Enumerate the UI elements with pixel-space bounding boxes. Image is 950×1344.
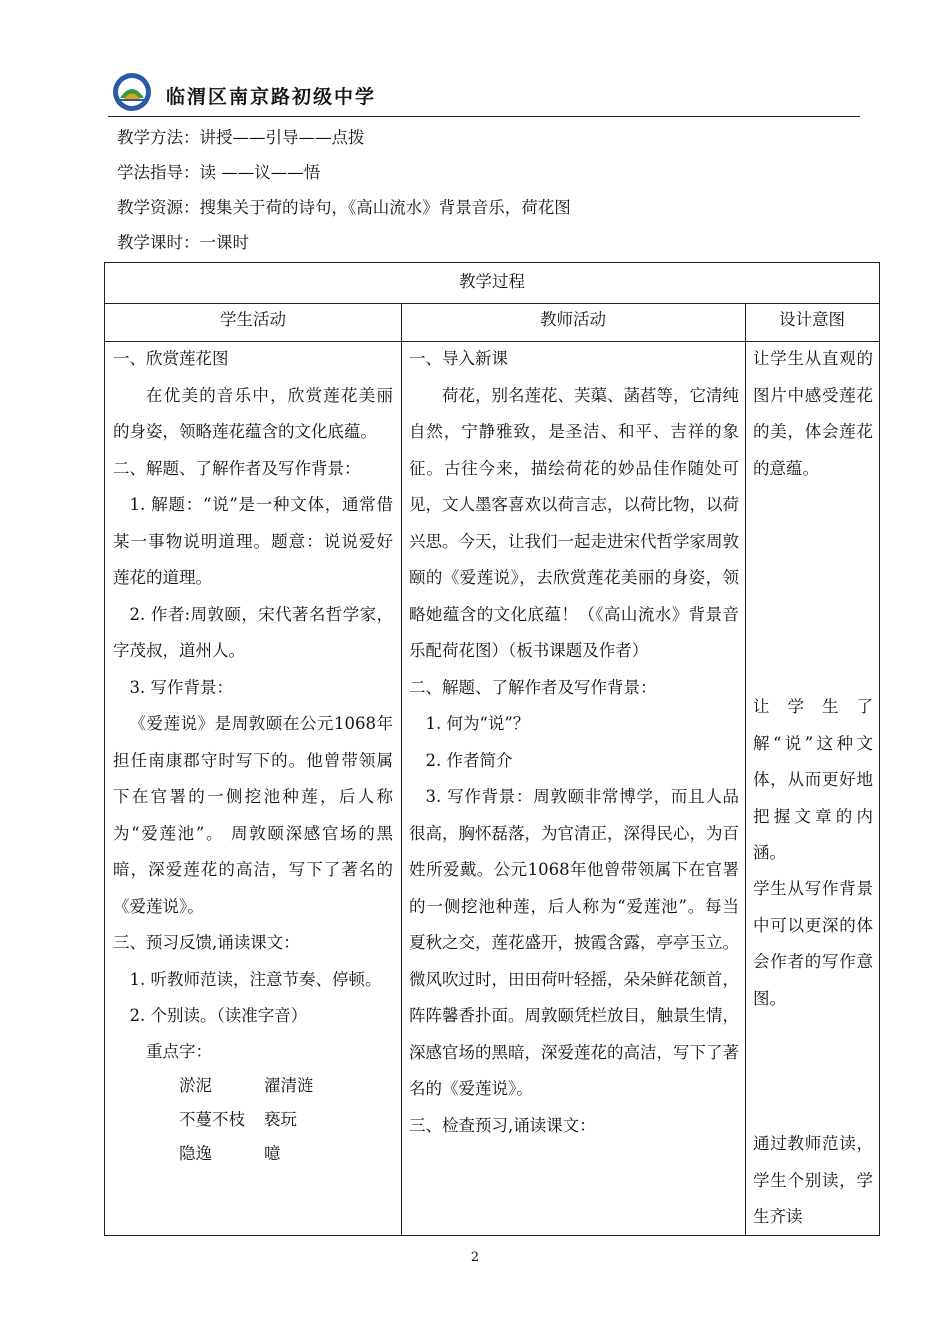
teacher-activity-column [409, 341, 739, 1144]
student-line: 2. 作者:周敦颐，宋代著名哲学家，字茂叔，道州人。 [113, 604, 393, 660]
word-row [113, 1137, 393, 1171]
column-divider [401, 303, 402, 1235]
meta-guidance: 学法指导：读 ——议——悟 [117, 163, 321, 182]
table-header-row [105, 303, 879, 342]
key-word: 噫 [264, 1143, 281, 1163]
word-row [113, 1069, 393, 1103]
teacher-line: 二、解题、了解作者及写作背景： [409, 677, 657, 697]
header-rule [108, 116, 860, 117]
key-word: 隐逸 [179, 1143, 212, 1163]
meta-method: 教学方法：讲授——引导——点拨 [117, 128, 365, 147]
student-line: 二、解题、了解作者及写作背景： [113, 458, 361, 478]
meta-hours: 教学课时：一课时 [117, 233, 249, 252]
student-line: 《爱莲说》是周敦颐在公元1068年担任南康郡守时写下的。他曾带领属下在官署的一侧挖池种莲，后人称为“爱莲池”。 周敦颐深感官场的黑暗，深爱莲花的高洁，写下了著名的《爱莲说》。 [113, 714, 393, 916]
word-row [113, 1103, 393, 1137]
page-number: 2 [470, 1250, 480, 1265]
meta-resources: 教学资源：搜集关于荷的诗句，《高山流水》背景音乐，荷花图 [117, 198, 571, 217]
key-word: 淤泥 [179, 1075, 212, 1095]
header-student: 学生活动 [220, 310, 286, 329]
teacher-line: 三、检查预习,诵读课文： [409, 1115, 596, 1135]
teacher-line: 3. 写作背景：周敦颐非常博学，而且人品很高，胸怀磊落，为官清正，深得民心，为百姓所爱戴。公元1068年他曾带领属下在官署的一侧挖池种莲，后人称为“爱莲池”。每当夏秋之交，莲花盛开，披霞含露，亭亭玉立。微风吹过时，田田荷叶轻摇，朵朵鲜花颔首，阵阵馨香扑面。周敦颐凭栏放目，触景生情，深感官场的黑暗，深爱莲花的高洁，写下了著名的《爱莲说》。 [409, 787, 739, 1098]
table-title: 教学过程 [459, 272, 525, 291]
student-line: 2. 个别读。（读准字音） [129, 1006, 308, 1025]
table-title-row [105, 263, 879, 304]
key-word: 不蔓不枝 [179, 1109, 245, 1129]
student-line: 1. 听教师范读，注意节奏、停顿。 [129, 969, 382, 989]
intent-paragraph: 学生从写作背景中可以更深的体会作者的写作意图。 [753, 879, 873, 1008]
header-teacher: 教师活动 [540, 310, 606, 329]
school-logo [112, 72, 152, 112]
key-word: 濯清涟 [264, 1075, 314, 1095]
student-line: 1. 解题：“说”是一种文体，通常借某一事物说明道理。题意：说说爱好莲花的道理。 [113, 495, 393, 587]
student-line: 3. 写作背景： [129, 677, 233, 697]
intent-paragraph: 通过教师范读，学生个别读，学生齐读 [753, 1134, 873, 1226]
header-intent: 设计意图 [779, 310, 845, 329]
intent-paragraph: 让学生从直观的图片中感受莲花的美，体会莲花的意蕴。 [753, 349, 873, 478]
column-divider [745, 303, 746, 1235]
student-line: 三、预习反馈,诵读课文： [113, 933, 300, 952]
design-intent-column [753, 341, 873, 1226]
student-activity-column [113, 341, 393, 1171]
school-name: 临渭区南京路初级中学 [166, 86, 377, 108]
teacher-line: 荷花，别名莲花、芙蕖、菡萏等，它清纯自然，宁静雅致，是圣洁、和平、吉祥的象征。古往今来，描绘荷花的妙品佳作随处可见，文人墨客喜欢以荷言志，以荷比物，以荷兴思。今天，让我们一起走进宋代哲学家周敦颐的《爱莲说》，去欣赏莲花美丽的身姿，领略她蕴含的文化底蕴！（《高山流水》背景音乐配荷花图）（板书课题及作者） [409, 385, 739, 660]
student-line: 一、欣赏莲花图 [113, 349, 229, 368]
teacher-line: 一、导入新课 [409, 349, 508, 368]
key-word: 亵玩 [264, 1109, 297, 1129]
teaching-process-table [104, 262, 880, 1236]
student-line: 在优美的音乐中，欣赏莲花美丽的身姿，领略莲花蕴含的文化底蕴。 [113, 385, 393, 441]
page-header [108, 70, 860, 116]
student-line: 重点字： [146, 1041, 212, 1061]
teacher-line: 2. 作者简介 [425, 750, 513, 770]
teacher-line: 1. 何为“说”？ [425, 714, 530, 733]
intent-paragraph: 让学生了解“说”这种文体，从而更好地把握文章的内涵。 [753, 697, 873, 862]
